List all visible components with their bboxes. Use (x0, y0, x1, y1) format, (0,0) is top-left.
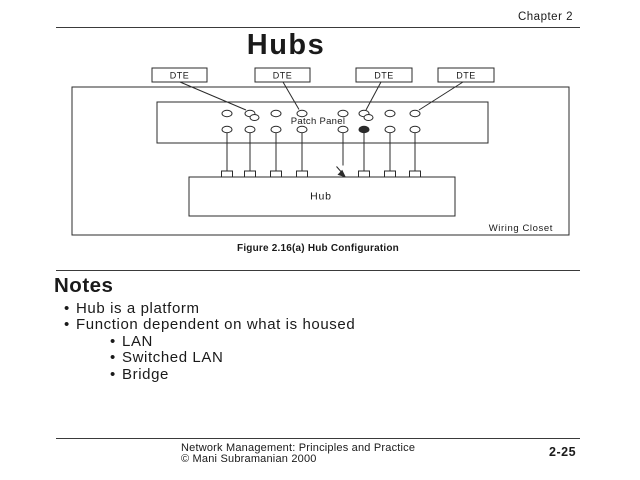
list-item (110, 334, 584, 350)
hub-connectors (222, 171, 421, 177)
notes-rule (56, 270, 580, 271)
hub-connection-lines (227, 133, 415, 171)
footer-copyright: © Mani Subramanian 2000 (181, 452, 317, 465)
wiring-closet-box (72, 87, 569, 235)
list-item (64, 317, 584, 333)
footer-credit (181, 443, 415, 464)
page-title: Hubs (246, 29, 326, 61)
footer-book-title: Network Management: Principles and Practice (181, 442, 416, 454)
list-item-text: LAN (122, 332, 153, 350)
bullet-icon: • (110, 365, 116, 383)
list-item-text: Switched LAN (122, 349, 224, 367)
list-item (110, 367, 584, 383)
notes-list (64, 301, 584, 383)
bullet-icon: • (64, 300, 70, 317)
list-item-text: Bridge (122, 365, 169, 383)
dte-boxes (152, 68, 494, 82)
list-item-text: Hub is a platform (76, 300, 200, 317)
chapter-label: Chapter 2 (517, 11, 573, 23)
patch-panel-ports-bottom (222, 126, 420, 132)
bullet-icon: • (110, 332, 116, 350)
list-item (110, 350, 584, 366)
list-item (64, 301, 584, 317)
patch-panel-label: Patch Panel (290, 116, 346, 127)
hub-label: Hub (310, 190, 332, 203)
notes-heading: Notes (54, 274, 114, 297)
dte-label: DTE (272, 70, 293, 81)
dte-label: DTE (374, 70, 394, 81)
page-number: 2-25 (549, 445, 577, 459)
dte-label: DTE (456, 70, 476, 81)
list-item-text: Function dependent on what is housed (76, 316, 356, 334)
figure-caption: Figure 2.16(a) Hub Configuration (237, 243, 399, 254)
dte-label: DTE (169, 70, 190, 81)
wiring-closet-label: Wiring Closet (488, 223, 553, 234)
bullet-icon: • (64, 316, 70, 334)
dte-connection-lines (180, 82, 463, 110)
bullet-icon: • (110, 349, 116, 367)
footer-rule (56, 438, 580, 439)
connection-arrow (337, 167, 347, 178)
